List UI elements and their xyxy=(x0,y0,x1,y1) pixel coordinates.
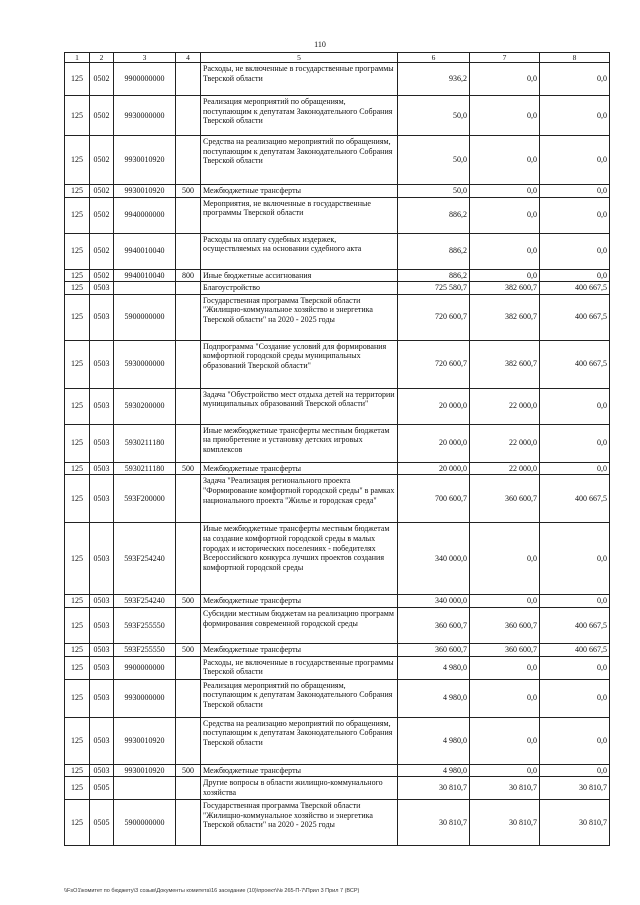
amount-year2-cell: 0,0 xyxy=(470,233,540,269)
item-name-cell: Межбюджетные трансферты xyxy=(201,643,398,656)
table-row xyxy=(65,656,610,679)
target-article-cell: 5930211180 xyxy=(114,462,176,475)
amount-year1-cell: 50,0 xyxy=(398,136,470,185)
amount-year3-cell: 0,0 xyxy=(540,656,610,679)
section-code-cell: 0502 xyxy=(90,136,114,185)
table-row xyxy=(65,717,610,764)
table-row xyxy=(65,800,610,846)
item-name-cell: Межбюджетные трансферты xyxy=(201,764,398,777)
expense-type-cell xyxy=(176,800,201,846)
amount-year3-cell: 30 810,7 xyxy=(540,777,610,800)
amount-year3-cell: 0,0 xyxy=(540,388,610,424)
table-row xyxy=(65,269,610,282)
section-code-cell: 0503 xyxy=(90,607,114,643)
amount-year2-cell: 360 600,7 xyxy=(470,475,540,523)
admin-code-cell: 125 xyxy=(65,136,90,185)
amount-year2-cell: 0,0 xyxy=(470,63,540,96)
header-cell-2: 2 xyxy=(90,53,114,63)
amount-year2-cell: 0,0 xyxy=(470,269,540,282)
item-name-cell: Межбюджетные трансферты xyxy=(201,185,398,198)
expense-type-cell xyxy=(176,475,201,523)
amount-year1-cell: 50,0 xyxy=(398,185,470,198)
item-name-cell: Субсидии местным бюджетам на реализацию программ формирования современной городской среды xyxy=(201,607,398,643)
amount-year1-cell: 50,0 xyxy=(398,96,470,136)
amount-year3-cell: 0,0 xyxy=(540,523,610,595)
amount-year3-cell: 0,0 xyxy=(540,595,610,608)
target-article-cell: 9930000000 xyxy=(114,96,176,136)
amount-year1-cell: 30 810,7 xyxy=(398,800,470,846)
section-code-cell: 0503 xyxy=(90,340,114,388)
amount-year3-cell: 0,0 xyxy=(540,269,610,282)
target-article-cell: 593F255550 xyxy=(114,643,176,656)
section-code-cell: 0502 xyxy=(90,233,114,269)
admin-code-cell: 125 xyxy=(65,233,90,269)
admin-code-cell: 125 xyxy=(65,717,90,764)
section-code-cell: 0503 xyxy=(90,764,114,777)
table-row xyxy=(65,197,610,233)
amount-year1-cell: 20 000,0 xyxy=(398,388,470,424)
admin-code-cell: 125 xyxy=(65,523,90,595)
amount-year1-cell: 340 000,0 xyxy=(398,523,470,595)
amount-year3-cell: 0,0 xyxy=(540,424,610,462)
expense-type-cell xyxy=(176,523,201,595)
header-row xyxy=(65,53,610,63)
amount-year3-cell: 0,0 xyxy=(540,462,610,475)
item-name-cell: Другие вопросы в области жилищно-коммунального хозяйства xyxy=(201,777,398,800)
amount-year3-cell: 0,0 xyxy=(540,136,610,185)
table-row xyxy=(65,764,610,777)
expense-type-cell xyxy=(176,388,201,424)
amount-year1-cell: 20 000,0 xyxy=(398,424,470,462)
amount-year1-cell: 886,2 xyxy=(398,233,470,269)
amount-year2-cell: 0,0 xyxy=(470,96,540,136)
admin-code-cell: 125 xyxy=(65,800,90,846)
expense-type-cell xyxy=(176,777,201,800)
section-code-cell: 0503 xyxy=(90,388,114,424)
item-name-cell: Средства на реализацию мероприятий по обращениям, поступающим к депутатам Законодательного Собрания Тверской области xyxy=(201,717,398,764)
amount-year2-cell: 0,0 xyxy=(470,595,540,608)
item-name-cell: Межбюджетные трансферты xyxy=(201,462,398,475)
item-name-cell: Иные межбюджетные трансферты местным бюджетам на приобретение и установку детских игровых комплексов xyxy=(201,424,398,462)
amount-year2-cell: 0,0 xyxy=(470,764,540,777)
admin-code-cell: 125 xyxy=(65,424,90,462)
admin-code-cell: 125 xyxy=(65,595,90,608)
expense-type-cell: 500 xyxy=(176,643,201,656)
table-row xyxy=(65,607,610,643)
target-article-cell: 5930200000 xyxy=(114,388,176,424)
amount-year2-cell: 0,0 xyxy=(470,679,540,717)
table-row xyxy=(65,595,610,608)
expense-type-cell xyxy=(176,282,201,295)
amount-year3-cell: 400 667,5 xyxy=(540,643,610,656)
section-code-cell: 0503 xyxy=(90,717,114,764)
item-name-cell: Расходы, не включенные в государственные программы Тверской области xyxy=(201,63,398,96)
admin-code-cell: 125 xyxy=(65,96,90,136)
header-cell-7: 7 xyxy=(470,53,540,63)
section-code-cell: 0503 xyxy=(90,595,114,608)
target-article-cell: 9940000000 xyxy=(114,197,176,233)
item-name-cell: Подпрограмма "Создание условий для формирования комфортной городской среды муниципальных образований Тверской области" xyxy=(201,340,398,388)
admin-code-cell: 125 xyxy=(65,185,90,198)
header-cell-1: 1 xyxy=(65,53,90,63)
expense-type-cell xyxy=(176,63,201,96)
amount-year1-cell: 4 980,0 xyxy=(398,656,470,679)
amount-year1-cell: 700 600,7 xyxy=(398,475,470,523)
section-code-cell: 0503 xyxy=(90,656,114,679)
item-name-cell: Государственная программа Тверской области "Жилищно-коммунальное хозяйство и энергетика Тверской области" на 2020 - 2025 годы xyxy=(201,800,398,846)
amount-year1-cell: 4 980,0 xyxy=(398,679,470,717)
amount-year1-cell: 720 600,7 xyxy=(398,340,470,388)
table-row xyxy=(65,475,610,523)
item-name-cell: Задача "Обустройство мест отдыха детей на территории муниципальных образований Тверской области" xyxy=(201,388,398,424)
item-name-cell: Реализация мероприятий по обращениям, поступающим к депутатам Законодательного Собрания Тверской области xyxy=(201,679,398,717)
expense-type-cell: 500 xyxy=(176,462,201,475)
table-row xyxy=(65,136,610,185)
item-name-cell: Государственная программа Тверской области "Жилищно-коммунальное хозяйство и энергетика Тверской области" на 2020 - 2025 годы xyxy=(201,294,398,340)
section-code-cell: 0503 xyxy=(90,523,114,595)
target-article-cell: 5930000000 xyxy=(114,340,176,388)
amount-year1-cell: 720 600,7 xyxy=(398,294,470,340)
admin-code-cell: 125 xyxy=(65,388,90,424)
admin-code-cell: 125 xyxy=(65,197,90,233)
target-article-cell xyxy=(114,777,176,800)
amount-year2-cell: 0,0 xyxy=(470,523,540,595)
admin-code-cell: 125 xyxy=(65,63,90,96)
page-number: 110 xyxy=(314,40,326,49)
section-code-cell: 0505 xyxy=(90,800,114,846)
table-row xyxy=(65,340,610,388)
amount-year2-cell: 30 810,7 xyxy=(470,800,540,846)
table-row xyxy=(65,63,610,96)
admin-code-cell: 125 xyxy=(65,607,90,643)
amount-year3-cell: 400 667,5 xyxy=(540,607,610,643)
target-article-cell: 9940010040 xyxy=(114,269,176,282)
expense-type-cell: 500 xyxy=(176,185,201,198)
amount-year1-cell: 30 810,7 xyxy=(398,777,470,800)
expense-type-cell xyxy=(176,717,201,764)
item-name-cell: Средства на реализацию мероприятий по обращениям, поступающим к депутатам Законодательного Собрания Тверской области xyxy=(201,136,398,185)
target-article-cell: 9930010920 xyxy=(114,136,176,185)
header-cell-4: 4 xyxy=(176,53,201,63)
target-article-cell: 9900000000 xyxy=(114,63,176,96)
expense-type-cell xyxy=(176,424,201,462)
admin-code-cell: 125 xyxy=(65,475,90,523)
admin-code-cell: 125 xyxy=(65,282,90,295)
expense-type-cell xyxy=(176,340,201,388)
item-name-cell: Задача "Реализация регионального проекта "Формирование комфортной городской среды" в рамках национального проекта "Жилье и городская среда" xyxy=(201,475,398,523)
amount-year1-cell: 360 600,7 xyxy=(398,607,470,643)
section-code-cell: 0502 xyxy=(90,269,114,282)
table-row xyxy=(65,777,610,800)
amount-year1-cell: 360 600,7 xyxy=(398,643,470,656)
section-code-cell: 0505 xyxy=(90,777,114,800)
amount-year2-cell: 22 000,0 xyxy=(470,462,540,475)
amount-year2-cell: 0,0 xyxy=(470,656,540,679)
amount-year2-cell: 0,0 xyxy=(470,717,540,764)
amount-year2-cell: 360 600,7 xyxy=(470,607,540,643)
admin-code-cell: 125 xyxy=(65,294,90,340)
amount-year3-cell: 0,0 xyxy=(540,197,610,233)
section-code-cell: 0503 xyxy=(90,424,114,462)
amount-year1-cell: 725 580,7 xyxy=(398,282,470,295)
admin-code-cell: 125 xyxy=(65,340,90,388)
admin-code-cell: 125 xyxy=(65,462,90,475)
section-code-cell: 0502 xyxy=(90,63,114,96)
section-code-cell: 0502 xyxy=(90,96,114,136)
expense-type-cell: 500 xyxy=(176,595,201,608)
amount-year1-cell: 4 980,0 xyxy=(398,764,470,777)
target-article-cell: 9900000000 xyxy=(114,656,176,679)
amount-year3-cell: 400 667,5 xyxy=(540,340,610,388)
amount-year3-cell: 0,0 xyxy=(540,96,610,136)
section-code-cell: 0503 xyxy=(90,282,114,295)
expense-type-cell: 500 xyxy=(176,764,201,777)
table-row xyxy=(65,294,610,340)
expense-type-cell xyxy=(176,136,201,185)
amount-year3-cell: 400 667,5 xyxy=(540,282,610,295)
amount-year2-cell: 0,0 xyxy=(470,136,540,185)
target-article-cell: 9930010920 xyxy=(114,764,176,777)
table-row xyxy=(65,96,610,136)
admin-code-cell: 125 xyxy=(65,643,90,656)
table-row xyxy=(65,523,610,595)
file-path-footer: \\FsO1\комитет по бюджету\3 созыв\Документы комитета\16 заседание (10)\проект\№ 265-П-7\Прил 3 Прил 7 (ВСР) xyxy=(64,888,360,894)
amount-year2-cell: 22 000,0 xyxy=(470,424,540,462)
expense-type-cell xyxy=(176,607,201,643)
expense-type-cell xyxy=(176,679,201,717)
table-row xyxy=(65,424,610,462)
amount-year2-cell: 0,0 xyxy=(470,185,540,198)
table-row xyxy=(65,282,610,295)
expense-type-cell xyxy=(176,96,201,136)
target-article-cell: 9930010920 xyxy=(114,717,176,764)
item-name-cell: Расходы на оплату судебных издержек, осуществляемых на основании судебного акта xyxy=(201,233,398,269)
expense-type-cell: 800 xyxy=(176,269,201,282)
target-article-cell: 9930000000 xyxy=(114,679,176,717)
section-code-cell: 0503 xyxy=(90,679,114,717)
amount-year3-cell: 400 667,5 xyxy=(540,294,610,340)
target-article-cell: 593F254240 xyxy=(114,523,176,595)
table-row xyxy=(65,462,610,475)
admin-code-cell: 125 xyxy=(65,777,90,800)
item-name-cell: Мероприятия, не включенные в государственные программы Тверской области xyxy=(201,197,398,233)
target-article-cell: 5900000000 xyxy=(114,800,176,846)
target-article-cell: 5900000000 xyxy=(114,294,176,340)
item-name-cell: Межбюджетные трансферты xyxy=(201,595,398,608)
header-cell-5: 5 xyxy=(201,53,398,63)
amount-year2-cell: 30 810,7 xyxy=(470,777,540,800)
section-code-cell: 0503 xyxy=(90,294,114,340)
expense-type-cell xyxy=(176,656,201,679)
amount-year2-cell: 360 600,7 xyxy=(470,643,540,656)
admin-code-cell: 125 xyxy=(65,679,90,717)
item-name-cell: Благоустройство xyxy=(201,282,398,295)
expense-type-cell xyxy=(176,294,201,340)
target-article-cell xyxy=(114,282,176,295)
amount-year3-cell: 0,0 xyxy=(540,764,610,777)
amount-year3-cell: 0,0 xyxy=(540,679,610,717)
budget-table xyxy=(64,52,610,846)
section-code-cell: 0503 xyxy=(90,462,114,475)
amount-year3-cell: 0,0 xyxy=(540,185,610,198)
header-cell-3: 3 xyxy=(114,53,176,63)
amount-year2-cell: 382 600,7 xyxy=(470,294,540,340)
amount-year1-cell: 886,2 xyxy=(398,269,470,282)
admin-code-cell: 125 xyxy=(65,656,90,679)
table-row xyxy=(65,388,610,424)
amount-year1-cell: 20 000,0 xyxy=(398,462,470,475)
item-name-cell: Иные межбюджетные трансферты местным бюджетам на создание комфортной городской среды в малых городах и исторических поселениях - победителях Всероссийского конкурса лучших проектов создания комфортной городской среды xyxy=(201,523,398,595)
header-cell-8: 8 xyxy=(540,53,610,63)
section-code-cell: 0503 xyxy=(90,643,114,656)
amount-year2-cell: 382 600,7 xyxy=(470,340,540,388)
item-name-cell: Расходы, не включенные в государственные программы Тверской области xyxy=(201,656,398,679)
expense-type-cell xyxy=(176,197,201,233)
amount-year2-cell: 22 000,0 xyxy=(470,388,540,424)
table-row xyxy=(65,233,610,269)
amount-year3-cell: 30 810,7 xyxy=(540,800,610,846)
amount-year2-cell: 0,0 xyxy=(470,197,540,233)
amount-year3-cell: 0,0 xyxy=(540,233,610,269)
amount-year2-cell: 382 600,7 xyxy=(470,282,540,295)
amount-year1-cell: 340 000,0 xyxy=(398,595,470,608)
amount-year3-cell: 0,0 xyxy=(540,717,610,764)
target-article-cell: 5930211180 xyxy=(114,424,176,462)
header-cell-6: 6 xyxy=(398,53,470,63)
target-article-cell: 593F255550 xyxy=(114,607,176,643)
section-code-cell: 0503 xyxy=(90,475,114,523)
table-row xyxy=(65,643,610,656)
target-article-cell: 9940010040 xyxy=(114,233,176,269)
target-article-cell: 593F254240 xyxy=(114,595,176,608)
section-code-cell: 0502 xyxy=(90,197,114,233)
table-row xyxy=(65,185,610,198)
admin-code-cell: 125 xyxy=(65,764,90,777)
amount-year3-cell: 400 667,5 xyxy=(540,475,610,523)
expense-type-cell xyxy=(176,233,201,269)
amount-year1-cell: 886,2 xyxy=(398,197,470,233)
amount-year3-cell: 0,0 xyxy=(540,63,610,96)
amount-year1-cell: 936,2 xyxy=(398,63,470,96)
table-row xyxy=(65,679,610,717)
target-article-cell: 9930010920 xyxy=(114,185,176,198)
admin-code-cell: 125 xyxy=(65,269,90,282)
section-code-cell: 0502 xyxy=(90,185,114,198)
item-name-cell: Иные бюджетные ассигнования xyxy=(201,269,398,282)
item-name-cell: Реализация мероприятий по обращениям, поступающим к депутатам Законодательного Собрания Тверской области xyxy=(201,96,398,136)
amount-year1-cell: 4 980,0 xyxy=(398,717,470,764)
target-article-cell: 593F200000 xyxy=(114,475,176,523)
